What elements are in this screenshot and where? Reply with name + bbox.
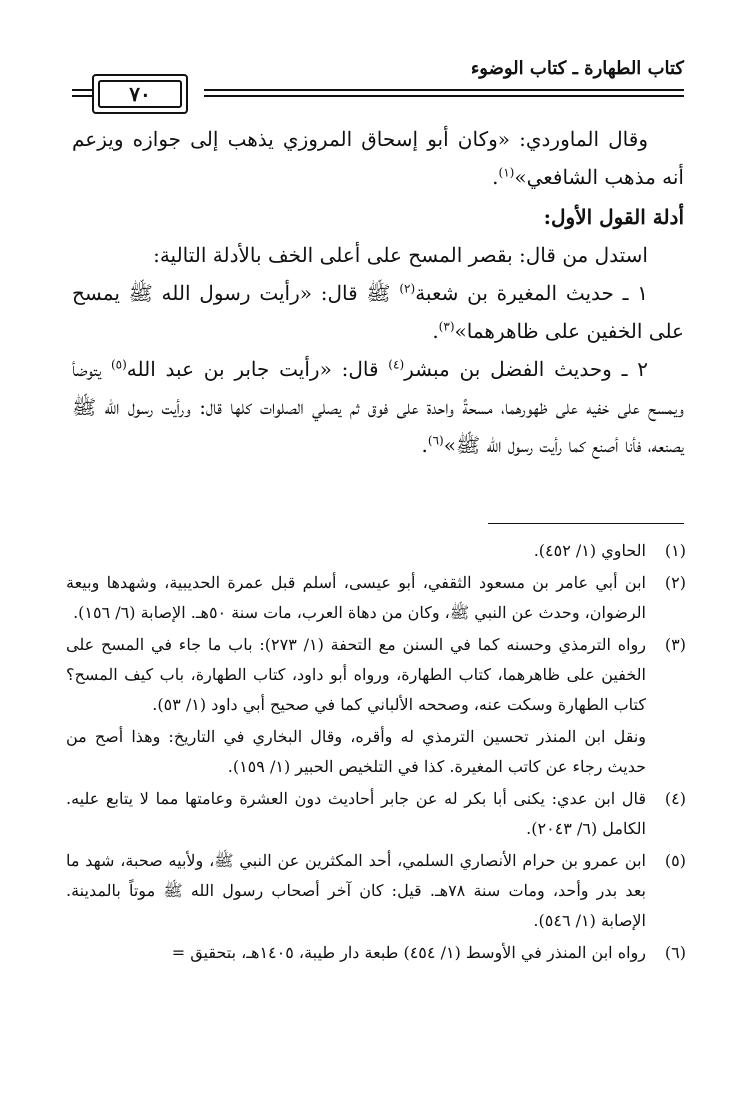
paragraph — [72, 274, 684, 350]
footnote-ref[interactable]: (٤) — [388, 357, 405, 372]
footnote-ref[interactable]: (٦) — [427, 433, 444, 448]
running-title: كتاب الطهارة ـ كتاب الوضوء — [470, 58, 684, 79]
footnote-text: ابن أبي عامر بن مسعود الثقفي، أبو عيسى، أسلم قبل عمرة الحديبية، وشهدها وبيعة الرضوان، وحدث عن النبي ﷺ، وكان من دهاة العرب، مات سنة ٥٠هـ. الإصابة (٦/ ١٥٦). — [66, 573, 646, 622]
footnote-number: (٤) — [664, 789, 686, 808]
footnote-separator — [488, 523, 684, 524]
paragraph-text: ٢ ـ وحديث الفضل بن مبشر — [404, 357, 648, 381]
footnotes-section — [66, 536, 686, 970]
footnote-text: رواه ابن المنذر في الأوسط (١/ ٤٥٤) طبعة دار طيبة، ١٤٠٥هـ، بتحقيق = — [171, 943, 646, 962]
paragraph-text: يتوضأ ويمسح على خفيه على ظهورهما، مسحةً واحدة على فوق ثم يصلي الصلوات كلها قال: ورأيت رسول الله ﷺ يصنعه، فأنا أصنع كما رأيت رسول الله ﷺ» — [72, 357, 684, 457]
footnote-number: (١) — [664, 541, 686, 560]
footnote-text: ابن عمرو بن حرام الأنصاري السلمي، أحد المكثرين عن النبي ﷺ، ولأبيه صحبة، شهد ما بعد بدر وأحد، ومات سنة ٧٨هـ. قيل: كان آخر أصحاب رسول الله ﷺ موتاً بالمدينة. الإصابة (١/ ٥٤٦). — [66, 851, 647, 930]
paragraph-text: . — [421, 433, 428, 457]
footnote-text: ونقل ابن المنذر تحسين الترمذي له وأقره، وقال البخاري في التاريخ: وهذا أصح من حديث رجاء عن كاتب المغيرة. كذا في التلخيص الحبير (١/ ١٥٩). — [66, 727, 646, 776]
section-heading: أدلة القول الأول: — [543, 205, 684, 229]
footnote-ref[interactable]: (١) — [498, 165, 515, 180]
main-text — [72, 120, 684, 464]
footnote-text: الحاوي (١/ ٤٥٢). — [533, 541, 646, 560]
header-rule — [204, 89, 684, 91]
paragraph-text: قال: «رأيت جابر بن عبد الله — [126, 357, 389, 381]
footnote-text: رواه الترمذي وحسنه كما في السنن مع التحفة (١/ ٢٧٣): باب ما جاء في المسح على الخفين على ظاهرهما، كتاب الطهارة، ورواه أبو داود، كتاب الطهارة، باب كيف المسح؟ كتاب الطهارة وسكت عنه، وصححه الألباني كما في صحيح أبي داود (١/ ٥٣). — [66, 635, 647, 714]
footnote-number: (٣) — [664, 635, 686, 654]
paragraph-text: ﷺ قال: «رأيت رسول الله ﷺ يمسح على الخفين على ظاهرهما» — [72, 281, 684, 343]
page-number: ٧٠ — [98, 80, 182, 108]
footnote — [66, 846, 686, 936]
paragraph-text: وقال الماوردي: «وكان أبو إسحاق المروزي يذهب إلى جوازه ويزعم أنه مذهب الشافعي» — [72, 127, 684, 189]
page-number-frame — [92, 74, 188, 114]
footnote-ref[interactable]: (٢) — [399, 281, 416, 296]
footnote-number: (٥) — [664, 851, 686, 870]
footnote-ref[interactable]: (٥) — [110, 357, 127, 372]
footnote-continuation — [66, 722, 686, 782]
page-header — [72, 40, 684, 114]
paragraph-text: ١ ـ حديث المغيرة بن شعبة — [415, 281, 649, 305]
paragraph-text: . — [432, 319, 439, 343]
footnote — [66, 938, 686, 968]
footnote — [66, 784, 686, 844]
footnote-ref[interactable]: (٣) — [438, 319, 455, 334]
paragraph: استدل من قال: بقصر المسح على أعلى الخف بالأدلة التالية: — [153, 243, 648, 267]
footnote — [66, 536, 686, 566]
footnote — [66, 630, 686, 720]
paragraph — [72, 120, 684, 196]
footnote-number: (٢) — [664, 573, 686, 592]
header-rule — [72, 95, 92, 97]
footnote-number: (٦) — [664, 943, 686, 962]
footnote — [66, 568, 686, 628]
header-rule — [204, 95, 684, 97]
footnote-text: قال ابن عدي: يكنى أبا بكر له عن جابر أحاديث دون العشرة وعامتها مما لا يتابع عليه. الكامل (٦/ ٢٠٤٣). — [66, 789, 646, 838]
paragraph — [72, 350, 684, 464]
paragraph-text: . — [492, 165, 499, 189]
header-rule — [72, 89, 92, 91]
